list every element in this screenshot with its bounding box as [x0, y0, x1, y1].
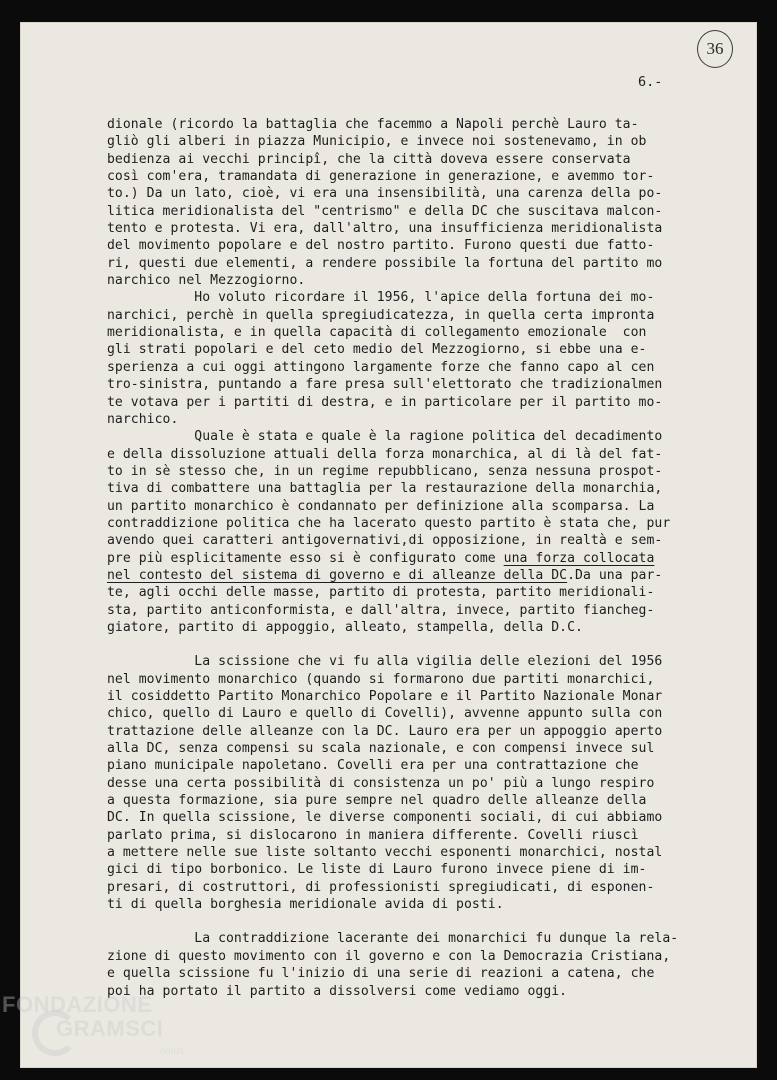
text-line: te votava per i partiti di destra, e in particolare per il partito mo-	[107, 394, 663, 410]
text-line: Quale è stata e quale è la ragione politica del decadimento	[107, 429, 663, 445]
paragraph-gap	[107, 913, 727, 930]
text-line: sta, partito anticonformista, e dall'altra, invece, partito fiancheg-	[107, 602, 655, 618]
text-line: un partito monarchico è condannato per definizione alla scomparsa. La	[107, 498, 655, 514]
text-line: avendo quei caratteri antigovernativi,di opposizione, in realtà e sem-	[107, 533, 663, 549]
text-line: La contraddizione lacerante dei monarchici fu dunque la rela-	[107, 931, 679, 947]
typed-text-body	[107, 116, 727, 1000]
text-line: poi ha portato il partito a dissolversi come vediamo oggi.	[107, 983, 568, 999]
text-line: Ho voluto ricordare il 1956, l'apice della fortuna dei mo-	[107, 290, 655, 306]
paragraph-gap	[107, 636, 727, 653]
text-line: gliò gli alberi in piazza Municipio, e invece noi sostenevamo, in ob	[107, 134, 647, 150]
text-line: chico, quello di Lauro e quello di Covelli), avvenne appunto sulla con	[107, 706, 663, 722]
watermark-line3: onlus	[160, 1046, 184, 1057]
text-line: a mettere nelle sue liste soltanto vecchi esponenti monarchici, nostal	[107, 845, 663, 861]
text-line: narchico.	[107, 411, 179, 427]
text-line: litica meridionalista del "centrismo" e della DC che suscitava malcon-	[107, 203, 663, 219]
page-number: 6.-	[638, 74, 663, 90]
text-line: nel movimento monarchico (quando si formarono due partiti monarchici,	[107, 671, 655, 687]
text-segment: .Da una par-	[567, 567, 663, 583]
text-line: tiva di combattere una battaglia per la restaurazione della monarchia,	[107, 481, 663, 497]
text-line: tro-sinistra, puntando a fare presa sull'elettorato che tradizionalmen	[107, 377, 663, 393]
text-line: meridionalista, e in quella capacità di collegamento emozionale con	[107, 325, 647, 341]
text-line: giatore, partito di appoggio, alleato, stampella, della D.C.	[107, 619, 583, 635]
text-line: il cosiddetto Partito Monarchico Popolare e il Partito Nazionale Monar	[107, 689, 663, 704]
text-line: narchico nel Mezzogiorno.	[107, 273, 306, 289]
text-line-underlined	[107, 567, 727, 584]
text-line: gici di tipo borbonico. Le liste di Lauro furono invece piene di im-	[107, 862, 647, 878]
text-line: zione di questo movimento con il governo e con la Democrazia Cristiana,	[107, 948, 671, 964]
archive-stamp: 36	[697, 30, 733, 68]
text-line: trattazione delle alleanze con la DC. Lauro era per un appoggio aperto	[107, 723, 663, 739]
text-line: desse una certa possibilità di consistenza un po' più a lungo respiro	[107, 775, 655, 791]
text-line: a questa formazione, sia pure sempre nel quadro delle alleanze della	[107, 793, 647, 809]
text-line: presari, di costruttori, di professionisti spregiudicati, di esponen-	[107, 879, 655, 895]
text-line: gli strati popolari e del ceto medio del Mezzogiorno, si ebbe una e-	[107, 342, 647, 358]
text-line: contraddizione politica che ha lacerato questo partito è stata che, pur	[107, 515, 671, 531]
text-line: così com'era, tramandata di generazione in generazione, e avemmo tor-	[107, 169, 655, 185]
text-line: alla DC, senza compensi su scala nazionale, e con compensi invece sul	[107, 741, 655, 757]
text-line: to in sè stesso che, in un regime repubblicano, senza nessuna prospot-	[107, 463, 663, 479]
text-line: te, agli occhi delle masse, partito di protesta, partito meridionali-	[107, 585, 655, 601]
text-line: dionale (ricordo la battaglia che facemmo a Napoli perchè Lauro ta-	[107, 117, 639, 132]
text-line: bedienza ai vecchi principî, che la città doveva essere conservata	[107, 151, 631, 167]
watermark-line2: GRAMSCI	[56, 1016, 164, 1041]
text-segment: pre più esplicitamente esso si è configurato come	[107, 550, 504, 566]
text-line: La scissione che vi fu alla vigilia delle elezioni del 1956	[107, 654, 663, 670]
text-line: del movimento popolare e del nostro partito. Furono questi due fatto-	[107, 238, 655, 254]
text-line: ti di quella borghesia meridionale avida di posti.	[107, 897, 504, 913]
text-line: parlato prima, si dislocarono in maniera differente. Covelli riuscì	[107, 827, 639, 843]
foundation-watermark	[2, 992, 202, 1072]
watermark-line1: FONDAZIONE	[2, 992, 153, 1017]
underlined-phrase: nel contesto del sistema di governo e di alleanze della DC	[107, 567, 568, 583]
text-line: piano municipale napoletano. Covelli era per una contrattazione che	[107, 758, 639, 774]
text-line: tento e protesta. Vi era, dall'altro, una insufficienza meridionalista	[107, 221, 663, 237]
text-line: sperienza a cui oggi attingono largamente forze che fanno capo al cen	[107, 359, 655, 375]
underlined-phrase: una forza collocata	[503, 550, 655, 566]
text-line: ri, questi due elementi, a rendere possibile la fortuna del partito mo	[107, 255, 663, 271]
text-line: e della dissoluzione attuali della forza monarchica, al di là del fat-	[107, 446, 663, 462]
text-line: to.) Da un lato, cioè, vi era una insensibilità, una carenza della po-	[107, 186, 663, 202]
text-line-underlined	[107, 550, 727, 567]
text-line: narchici, perchè in quella spregiudicatezza, in quella certa impronta	[107, 307, 655, 323]
text-line: e quella scissione fu l'inizio di una serie di reazioni a catena, che	[107, 966, 655, 982]
text-line: DC. In quella scissione, le diverse componenti sociali, di cui abbiamo	[107, 810, 663, 826]
